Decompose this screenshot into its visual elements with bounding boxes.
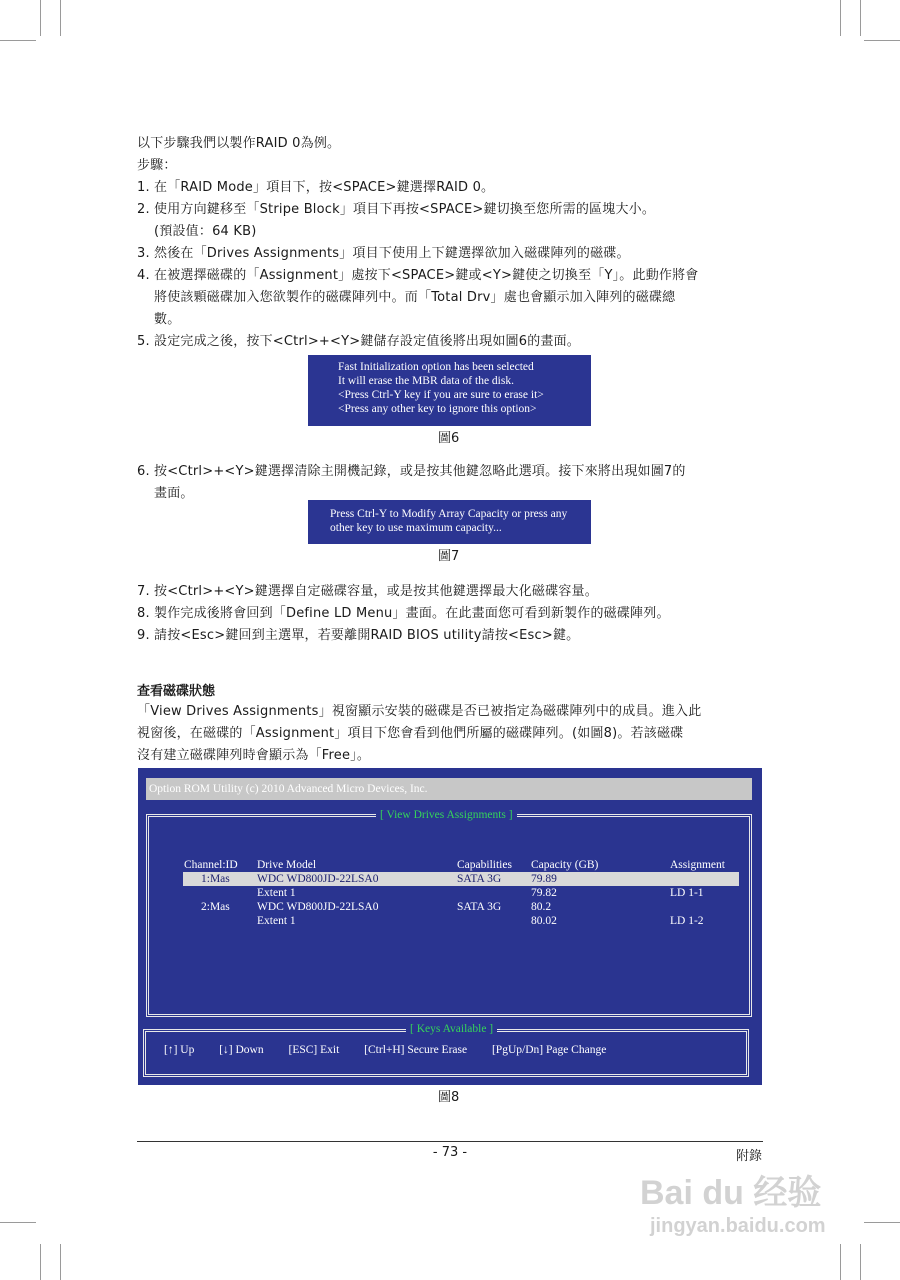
step-number: 8. [137, 606, 150, 621]
step-number: 1. [137, 180, 150, 195]
step-number: 4. [137, 268, 150, 283]
step-number: 9. [137, 628, 150, 643]
key-page-change: [PgUp/Dn] Page Change [491, 1044, 607, 1056]
step-text: 按<Ctrl>+<Y>鍵選擇自定磁碟容量，或是按其他鍵選擇最大化磁碟容量。 [154, 584, 598, 599]
step-number: 5. [137, 334, 150, 349]
step-4-line-2: 將使該顆磁碟加入您欲製作的磁碟陣列中。而「Total Drv」處也會顯示加入陣列的磁碟總 [154, 290, 676, 305]
section-heading: 查看磁碟狀態 [137, 684, 216, 699]
step-text: 在「RAID Mode」項目下，按<SPACE>鍵選擇RAID 0。 [154, 180, 495, 195]
crop-mark [0, 40, 36, 41]
step-7 [137, 581, 598, 603]
cell-capabilities: SATA 3G [457, 873, 502, 885]
dialog-line: <Press Ctrl-Y key if you are sure to erase it> [338, 389, 544, 401]
step-text: 在被選擇磁碟的「Assignment」處按下<SPACE>鍵或<Y>鍵使之切換至「Y」。此動作將會 [154, 268, 699, 283]
dialog-line: Press Ctrl-Y to Modify Array Capacity or press any [330, 508, 568, 520]
cell-model: WDC WD800JD-22LSA0 [257, 901, 379, 913]
step-2 [137, 199, 655, 221]
step-8 [137, 603, 670, 625]
header-model: Drive Model [257, 859, 317, 871]
figure-8-caption: 圖8 [438, 1090, 460, 1105]
table-row[interactable] [138, 900, 762, 914]
crop-mark [840, 0, 841, 36]
cell-model: WDC WD800JD-22LSA0 [257, 873, 379, 885]
footer-rule [137, 1141, 763, 1142]
step-6-line-2: 畫面。 [154, 486, 194, 501]
step-9 [137, 625, 579, 647]
step-text: 使用方向鍵移至「Stripe Block」項目下再按<SPACE>鍵切換至您所需的區塊大小。 [154, 202, 656, 217]
step-number: 3. [137, 246, 150, 261]
crop-mark [60, 1244, 61, 1280]
cell-capacity: 80.02 [531, 915, 557, 927]
figure-6-dialog [308, 355, 591, 426]
dialog-line: other key to use maximum capacity... [330, 522, 502, 534]
crop-mark [0, 1222, 36, 1223]
key-up: [↑] Up [164, 1044, 195, 1056]
intro-text: 以下步驟我們以製作RAID 0為例。 [137, 136, 341, 151]
key-exit: [ESC] Exit [288, 1044, 340, 1056]
header-channel: Channel:ID [184, 859, 238, 871]
figure-6-caption: 圖6 [438, 431, 460, 446]
header-capacity: Capacity (GB) [531, 859, 599, 871]
cell-channel: 1:Mas [201, 873, 230, 885]
step-6 [137, 461, 686, 483]
table-header [138, 858, 762, 872]
step-text: 請按<Esc>鍵回到主選單，若要離開RAID BIOS utility請按<Esc>鍵。 [154, 628, 580, 643]
key-down: [↓] Down [219, 1044, 264, 1056]
dialog-line: It will erase the MBR data of the disk. [338, 375, 514, 387]
table-row[interactable] [183, 872, 739, 886]
table-row[interactable] [138, 914, 762, 928]
watermark-logo: Bai du 经验 [640, 1174, 822, 1212]
cell-capabilities: SATA 3G [457, 901, 502, 913]
steps-label: 步驟： [137, 158, 177, 173]
step-number: 7. [137, 584, 150, 599]
step-4-line-3: 數。 [154, 312, 181, 327]
crop-mark [60, 0, 61, 36]
crop-mark [864, 40, 900, 41]
cell-capacity: 79.82 [531, 887, 557, 899]
crop-mark [860, 0, 861, 36]
step-3 [137, 243, 630, 265]
step-text: 製作完成後將會回到「Define LD Menu」畫面。在此畫面您可看到新製作的磁碟陣列。 [154, 606, 670, 621]
crop-mark [860, 1244, 861, 1280]
crop-mark [40, 1244, 41, 1280]
crop-mark [864, 1222, 900, 1223]
step-4 [137, 265, 699, 287]
cell-capacity: 79.89 [531, 873, 557, 885]
step-text: 然後在「Drives Assignments」項目下使用上下鍵選擇欲加入磁碟陣列的磁碟。 [154, 246, 630, 261]
section-paragraph-line: 視窗後，在磁碟的「Assignment」項目下您會看到他們所屬的磁碟陣列。(如圖8)。若該磁碟 [137, 726, 684, 741]
header-assignment: Assignment [670, 859, 725, 871]
section-paragraph-line: 沒有建立磁碟陣列時會顯示為「Free」。 [137, 748, 371, 763]
step-number: 6. [137, 464, 150, 479]
section-paragraph-line: 「View Drives Assignments」視窗顯示安裝的磁碟是否已被指定為磁碟陣列中的成員。進入此 [137, 704, 702, 719]
figure-7-caption: 圖7 [438, 549, 460, 564]
header-capabilities: Capabilities [457, 859, 512, 871]
table-row[interactable] [138, 886, 762, 900]
step-5 [137, 331, 580, 353]
step-text: 按<Ctrl>+<Y>鍵選擇清除主開機記錄，或是按其他鍵忽略此選項。接下來將出現如圖7的 [154, 464, 686, 479]
keys-panel-title: [ Keys Available ] [406, 1023, 497, 1035]
keys-list [164, 1044, 628, 1056]
figure-7-dialog [308, 500, 591, 544]
step-2-default: (預設值：64 KB) [154, 224, 257, 239]
crop-mark [40, 0, 41, 36]
drives-panel-title: [ View Drives Assignments ] [376, 809, 517, 821]
crop-mark [840, 1244, 841, 1280]
key-secure-erase: [Ctrl+H] Secure Erase [364, 1044, 468, 1056]
step-number: 2. [137, 202, 150, 217]
section-label: 附錄 [735, 1149, 762, 1164]
cell-assignment: LD 1-1 [670, 887, 704, 899]
dialog-line: Fast Initialization option has been selected [338, 361, 534, 373]
bios-title-bar: Option ROM Utility (c) 2010 Advanced Micro Devices, Inc. [146, 778, 752, 800]
step-1 [137, 177, 494, 199]
page-number: - 73 - [432, 1145, 468, 1160]
cell-model: Extent 1 [257, 915, 296, 927]
step-text: 設定完成之後，按下<Ctrl>+<Y>鍵儲存設定值後將出現如圖6的畫面。 [154, 334, 581, 349]
cell-assignment: LD 1-2 [670, 915, 704, 927]
cell-capacity: 80.2 [531, 901, 552, 913]
figure-8-bios-screen [138, 768, 762, 1085]
dialog-line: <Press any other key to ignore this option> [338, 403, 537, 415]
watermark-url: jingyan.baidu.com [650, 1215, 826, 1237]
cell-channel: 2:Mas [201, 901, 230, 913]
cell-model: Extent 1 [257, 887, 296, 899]
